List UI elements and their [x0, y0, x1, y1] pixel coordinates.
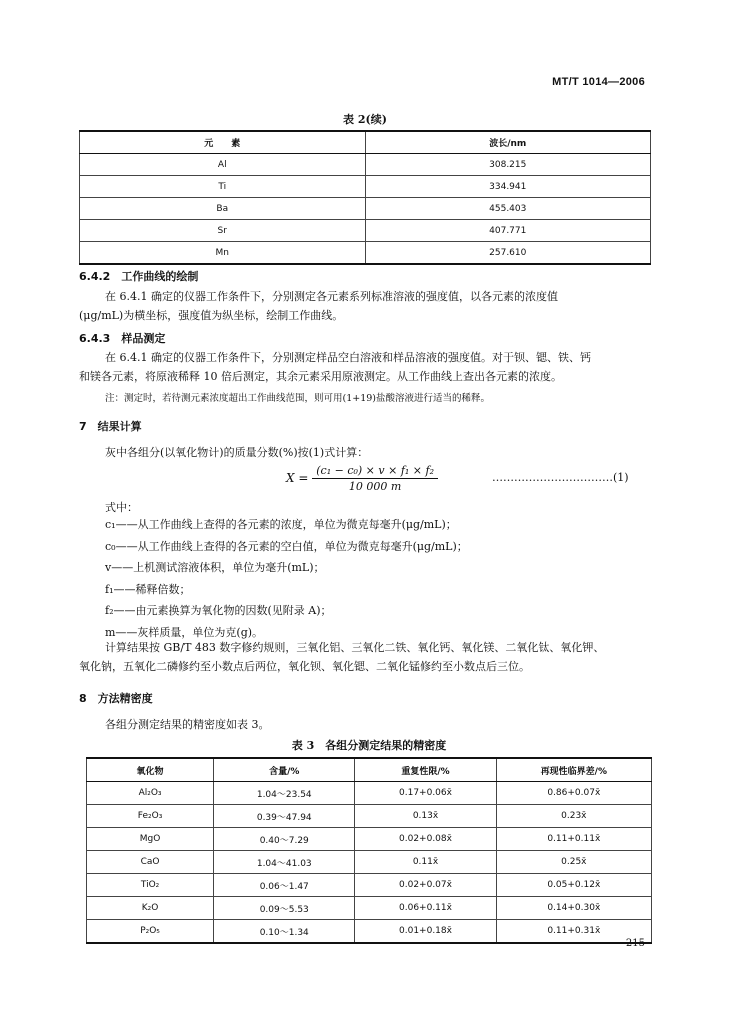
table-cell: 455.403: [365, 198, 651, 220]
section-6-4-3-text-line1: 在 6.4.1 确定的仪器工作条件下，分别测定样品空白溶液和样品溶液的强度值。对于钡、锶、铁、钙: [105, 351, 591, 364]
formula-1: [286, 464, 438, 493]
definition-c1: c₁——从工作曲线上查得的各元素的浓度，单位为微克每毫升(μg/mL)；: [105, 518, 457, 531]
table3-header-reproducibility: 再现性临界差/%: [496, 758, 651, 782]
section-8-intro: 各组分测定结果的精密度如表 3。: [105, 718, 270, 731]
formula-lhs: X =: [286, 471, 309, 485]
table-cell: 0.11+0.31x̄: [496, 920, 651, 944]
table-cell: Ti: [80, 176, 366, 198]
formula-where: 式中：: [105, 501, 138, 514]
table2-caption: 表 2(续): [343, 113, 387, 126]
section-6-4-3-text-line2: 和镁各元素，将原液稀释 10 倍后测定，其余元素采用原液测定。从工作曲线上查出各元素的浓度。: [79, 370, 562, 383]
rounding-rule-line2: 氧化钠，五氧化二磷修约至小数点后两位，氧化钡、氧化锶、二氧化锰修约至小数点后三位。: [79, 660, 530, 673]
table-cell: 308.215: [365, 154, 651, 176]
formula-numerator: (c₁ − c₀) × v × f₁ × f₂: [312, 464, 438, 479]
table-row: [87, 874, 652, 897]
table-cell: 0.14+0.30x̄: [496, 897, 651, 920]
definition-m: m——灰样质量，单位为克(g)。: [105, 625, 264, 639]
formula-fraction: [312, 464, 438, 493]
table-cell: Al₂O₃: [87, 782, 214, 805]
table3-header-repeatability: 重复性限/%: [355, 758, 496, 782]
section-6-4-3-note: 注：测定时，若待测元素浓度超出工作曲线范围，则可用(1+19)盐酸溶液进行适当的稀释。: [105, 393, 491, 404]
table-cell: 0.06+0.11x̄: [355, 897, 496, 920]
table3-header-oxide: 氧化物: [87, 758, 214, 782]
table-cell: P₂O₅: [87, 920, 214, 944]
section-6-4-3-heading: 6.4.3 样品测定: [79, 332, 166, 345]
table-cell: 0.39～47.94: [214, 805, 355, 828]
table-cell: TiO₂: [87, 874, 214, 897]
table2: [79, 130, 651, 265]
table-cell: 407.771: [365, 220, 651, 242]
section-8-heading: 8 方法精密度: [79, 692, 153, 705]
table3-caption: 表 3 各组分测定结果的精密度: [291, 739, 447, 752]
table-cell: 0.06～1.47: [214, 874, 355, 897]
table-cell: Sr: [80, 220, 366, 242]
table-cell: 0.86+0.07x̄: [496, 782, 651, 805]
table-cell: CaO: [87, 851, 214, 874]
table-cell: 257.610: [365, 242, 651, 265]
rounding-rule-line1: 计算结果按 GB/T 483 数字修约规则，三氧化铝、三氧化二铁、氧化钙、氧化镁、二氧化钛、氧化钾、: [105, 641, 605, 654]
table-cell: 0.25x̄: [496, 851, 651, 874]
section-6-4-2-text-line1: 在 6.4.1 确定的仪器工作条件下，分别测定各元素系列标准溶液的强度值，以各元素的浓度值: [105, 290, 558, 303]
table-cell: 1.04～23.54: [214, 782, 355, 805]
table3-header-row: [87, 758, 652, 782]
table2-header-row: [80, 131, 651, 154]
table-cell: 0.13x̄: [355, 805, 496, 828]
table-row: [87, 897, 652, 920]
definition-c0: c₀——从工作曲线上查得的各元素的空白值，单位为微克每毫升(μg/mL)；: [105, 539, 468, 553]
standard-code: MT/T 1014—2006: [552, 76, 645, 88]
table-row: [87, 851, 652, 874]
table-cell: 0.40～7.29: [214, 828, 355, 851]
table-cell: 0.11x̄: [355, 851, 496, 874]
definition-f2: f₂——由元素换算为氧化物的因数(见附录 A)；: [105, 604, 332, 617]
table-cell: Fe₂O₃: [87, 805, 214, 828]
definition-v: v——上机测试溶液体积，单位为毫升(mL)；: [105, 561, 325, 574]
table-row: [80, 220, 651, 242]
table-row: [80, 176, 651, 198]
table-cell: Ba: [80, 198, 366, 220]
section-6-4-2-heading: 6.4.2 工作曲线的绘制: [79, 270, 199, 283]
page-number: 215: [625, 938, 645, 949]
formula-definitions: [105, 514, 653, 643]
table-cell: 0.10～1.34: [214, 920, 355, 944]
section-6-4-2-text-line2: (μg/mL)为横坐标，强度值为纵坐标，绘制工作曲线。: [79, 309, 344, 322]
table-cell: 1.04～41.03: [214, 851, 355, 874]
table-row: [87, 920, 652, 944]
table2-header-wavelength: 波长/nm: [365, 131, 651, 154]
table-cell: 334.941: [365, 176, 651, 198]
table-cell: 0.11+0.11x̄: [496, 828, 651, 851]
table-cell: 0.02+0.08x̄: [355, 828, 496, 851]
table-row: [80, 154, 651, 176]
table-cell: 0.23x̄: [496, 805, 651, 828]
table-cell: 0.17+0.06x̄: [355, 782, 496, 805]
section-7-intro: 灰中各组分(以氧化物计)的质量分数(%)按(1)式计算：: [105, 446, 369, 459]
definition-f1: f₁——稀释倍数；: [105, 582, 191, 596]
table2-header-element: 元 素: [80, 131, 366, 154]
table-cell: 0.05+0.12x̄: [496, 874, 651, 897]
table-cell: MgO: [87, 828, 214, 851]
table3: [86, 757, 652, 944]
table-row: [87, 805, 652, 828]
table-cell: Al: [80, 154, 366, 176]
table-cell: Mn: [80, 242, 366, 265]
section-7-heading: 7 结果计算: [79, 420, 142, 433]
table-cell: K₂O: [87, 897, 214, 920]
table-row: [80, 198, 651, 220]
table-cell: 0.09～5.53: [214, 897, 355, 920]
formula-denominator: 10 000 m: [348, 480, 402, 493]
table-cell: 0.02+0.07x̄: [355, 874, 496, 897]
table3-header-content: 含量/%: [214, 758, 355, 782]
table-cell: 0.01+0.18x̄: [355, 920, 496, 944]
formula-tag: ……………………………(1): [492, 471, 629, 484]
table-row: [80, 242, 651, 265]
table-row: [87, 828, 652, 851]
table-row: [87, 782, 652, 805]
